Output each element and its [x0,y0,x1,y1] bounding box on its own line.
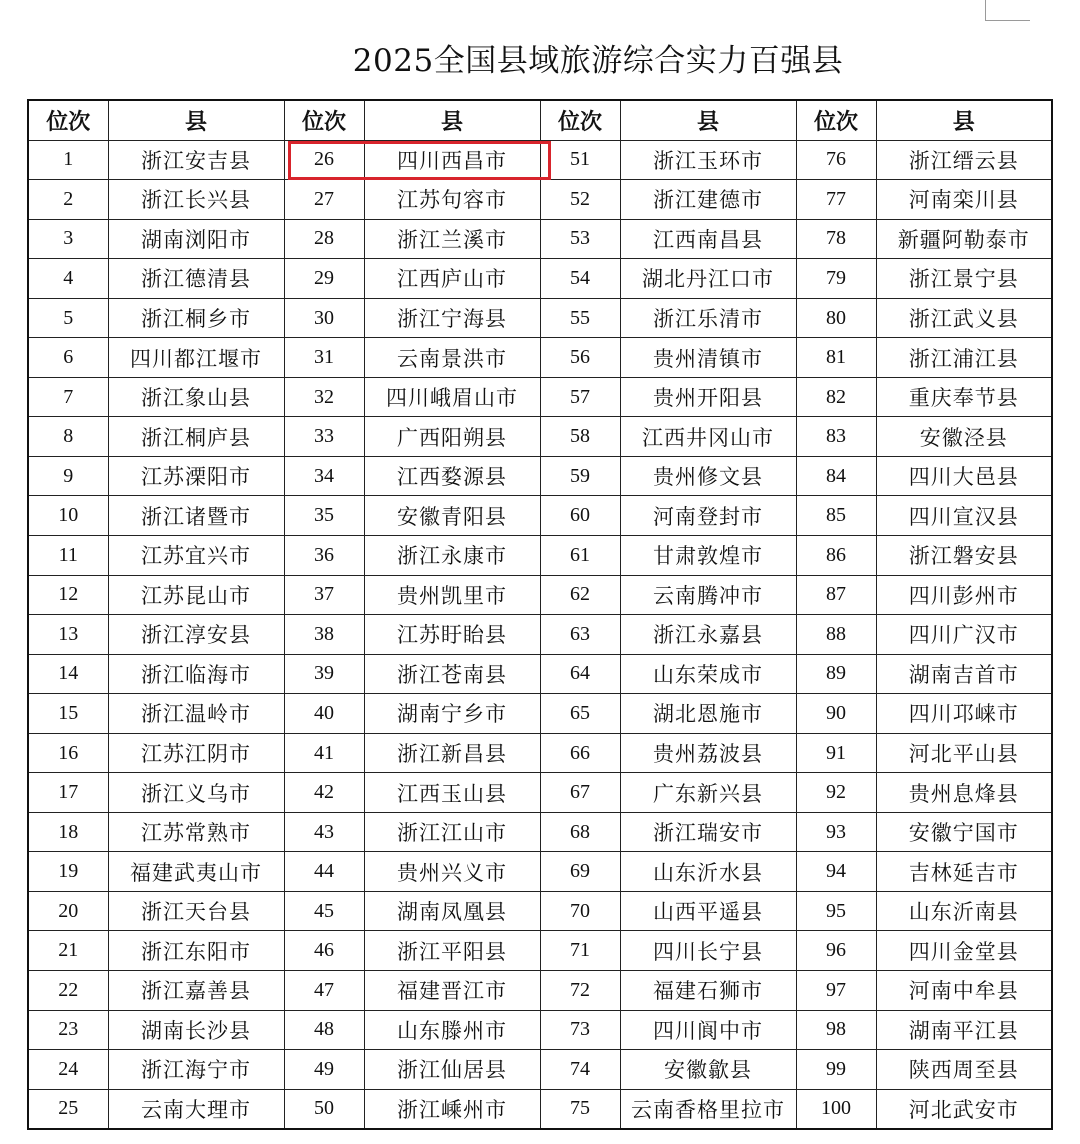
table-row [28,496,1052,536]
rank-cell: 5 [28,298,108,338]
county-cell: 浙江义乌市 [108,773,284,813]
county-cell: 安徽宁国市 [876,812,1052,852]
table-row [28,733,1052,773]
county-cell: 山东荣成市 [620,654,796,694]
table-row [28,417,1052,457]
rank-cell: 89 [796,654,876,694]
table-row [28,377,1052,417]
county-cell: 江西南昌县 [620,219,796,259]
rank-cell: 15 [28,694,108,734]
rank-cell: 65 [540,694,620,734]
rank-cell: 20 [28,891,108,931]
county-cell: 浙江永嘉县 [620,615,796,655]
rank-cell: 14 [28,654,108,694]
rank-cell: 61 [540,536,620,576]
rank-cell: 24 [28,1050,108,1090]
rank-cell: 100 [796,1089,876,1129]
rank-cell: 84 [796,456,876,496]
rank-cell: 72 [540,971,620,1011]
table-row [28,338,1052,378]
header-county: 县 [876,100,1052,140]
county-cell: 湖南凤凰县 [364,891,540,931]
table-row [28,773,1052,813]
county-cell: 浙江诸暨市 [108,496,284,536]
county-cell: 广东新兴县 [620,773,796,813]
rank-cell: 8 [28,417,108,457]
rank-cell: 13 [28,615,108,655]
rank-cell: 54 [540,259,620,299]
rank-cell: 45 [284,891,364,931]
county-cell: 浙江瑞安市 [620,812,796,852]
county-cell: 江苏宜兴市 [108,536,284,576]
county-cell: 浙江兰溪市 [364,219,540,259]
county-cell: 河北平山县 [876,733,1052,773]
county-cell: 四川彭州市 [876,575,1052,615]
county-cell: 浙江嘉善县 [108,971,284,1011]
county-cell: 甘肃敦煌市 [620,536,796,576]
rank-cell: 40 [284,694,364,734]
county-cell: 江苏江阴市 [108,733,284,773]
county-cell: 浙江德清县 [108,259,284,299]
rank-cell: 46 [284,931,364,971]
county-cell: 云南腾冲市 [620,575,796,615]
rank-cell: 17 [28,773,108,813]
table-row [28,931,1052,971]
county-cell: 河南中牟县 [876,971,1052,1011]
rank-cell: 81 [796,338,876,378]
rank-cell: 76 [796,140,876,180]
rank-cell: 95 [796,891,876,931]
county-cell: 河北武安市 [876,1089,1052,1129]
rank-cell: 23 [28,1010,108,1050]
rank-cell: 77 [796,180,876,220]
table-body [28,140,1052,1129]
rank-cell: 70 [540,891,620,931]
table-row [28,891,1052,931]
rank-cell: 33 [284,417,364,457]
county-cell: 浙江建德市 [620,180,796,220]
rank-cell: 87 [796,575,876,615]
county-cell: 浙江新昌县 [364,733,540,773]
rank-cell: 30 [284,298,364,338]
county-cell: 四川都江堰市 [108,338,284,378]
rank-cell: 31 [284,338,364,378]
county-cell: 安徽青阳县 [364,496,540,536]
rank-cell: 12 [28,575,108,615]
county-cell: 福建晋江市 [364,971,540,1011]
rank-cell: 1 [28,140,108,180]
table-row [28,1050,1052,1090]
table-row [28,298,1052,338]
county-cell: 浙江象山县 [108,377,284,417]
header-county: 县 [620,100,796,140]
county-cell: 浙江桐庐县 [108,417,284,457]
rank-cell: 41 [284,733,364,773]
county-cell: 云南香格里拉市 [620,1089,796,1129]
rank-cell: 3 [28,219,108,259]
rank-cell: 9 [28,456,108,496]
table-row [28,575,1052,615]
rank-cell: 66 [540,733,620,773]
county-cell: 湖北丹江口市 [620,259,796,299]
county-cell: 江西婺源县 [364,456,540,496]
county-cell: 浙江海宁市 [108,1050,284,1090]
county-cell: 贵州凯里市 [364,575,540,615]
county-cell: 四川宣汉县 [876,496,1052,536]
rank-cell: 80 [796,298,876,338]
rank-cell: 44 [284,852,364,892]
rank-cell: 26 [284,140,364,180]
header-county: 县 [108,100,284,140]
county-cell: 江苏溧阳市 [108,456,284,496]
rank-cell: 74 [540,1050,620,1090]
table-row [28,971,1052,1011]
rank-cell: 22 [28,971,108,1011]
rank-cell: 48 [284,1010,364,1050]
table-row [28,1089,1052,1129]
county-cell: 四川西昌市 [364,140,540,180]
table-row [28,694,1052,734]
rank-cell: 7 [28,377,108,417]
county-cell: 江苏句容市 [364,180,540,220]
county-cell: 重庆奉节县 [876,377,1052,417]
county-cell: 浙江浦江县 [876,338,1052,378]
header-rank: 位次 [540,100,620,140]
county-cell: 湖南平江县 [876,1010,1052,1050]
county-cell: 浙江长兴县 [108,180,284,220]
document-title: 2025全国县域旅游综合实力百强县 [352,43,844,79]
county-cell: 湖南吉首市 [876,654,1052,694]
rank-cell: 50 [284,1089,364,1129]
county-cell: 湖南浏阳市 [108,219,284,259]
county-cell: 浙江江山市 [364,812,540,852]
county-cell: 新疆阿勒泰市 [876,219,1052,259]
county-cell: 浙江淳安县 [108,615,284,655]
county-cell: 浙江缙云县 [876,140,1052,180]
rank-cell: 36 [284,536,364,576]
county-cell: 陕西周至县 [876,1050,1052,1090]
table-row [28,140,1052,180]
county-cell: 四川峨眉山市 [364,377,540,417]
county-cell: 吉林延吉市 [876,852,1052,892]
rank-cell: 16 [28,733,108,773]
ranking-table [27,99,1053,1130]
county-cell: 河南栾川县 [876,180,1052,220]
county-cell: 浙江磐安县 [876,536,1052,576]
rank-cell: 85 [796,496,876,536]
header-county: 县 [364,100,540,140]
rank-cell: 57 [540,377,620,417]
county-cell: 浙江桐乡市 [108,298,284,338]
county-cell: 四川广汉市 [876,615,1052,655]
county-cell: 浙江武义县 [876,298,1052,338]
county-cell: 浙江玉环市 [620,140,796,180]
rank-cell: 6 [28,338,108,378]
rank-cell: 27 [284,180,364,220]
rank-cell: 25 [28,1089,108,1129]
county-cell: 浙江天台县 [108,891,284,931]
county-cell: 山东沂水县 [620,852,796,892]
county-cell: 山东滕州市 [364,1010,540,1050]
rank-cell: 62 [540,575,620,615]
county-cell: 四川长宁县 [620,931,796,971]
county-cell: 湖南长沙县 [108,1010,284,1050]
county-cell: 浙江安吉县 [108,140,284,180]
county-cell: 浙江仙居县 [364,1050,540,1090]
county-cell: 河南登封市 [620,496,796,536]
county-cell: 浙江东阳市 [108,931,284,971]
county-cell: 江西井冈山市 [620,417,796,457]
table-row [28,219,1052,259]
rank-cell: 52 [540,180,620,220]
rank-cell: 68 [540,812,620,852]
county-cell: 贵州修文县 [620,456,796,496]
rank-cell: 56 [540,338,620,378]
rank-cell: 19 [28,852,108,892]
rank-cell: 29 [284,259,364,299]
rank-cell: 37 [284,575,364,615]
table-row [28,654,1052,694]
rank-cell: 43 [284,812,364,852]
rank-cell: 21 [28,931,108,971]
county-cell: 浙江嵊州市 [364,1089,540,1129]
rank-cell: 64 [540,654,620,694]
rank-cell: 94 [796,852,876,892]
rank-cell: 98 [796,1010,876,1050]
county-cell: 浙江平阳县 [364,931,540,971]
table-row [28,536,1052,576]
county-cell: 福建石狮市 [620,971,796,1011]
rank-cell: 11 [28,536,108,576]
county-cell: 江苏昆山市 [108,575,284,615]
rank-cell: 35 [284,496,364,536]
rank-cell: 69 [540,852,620,892]
county-cell: 贵州清镇市 [620,338,796,378]
rank-cell: 86 [796,536,876,576]
rank-cell: 82 [796,377,876,417]
county-cell: 山东沂南县 [876,891,1052,931]
county-cell: 广西阳朔县 [364,417,540,457]
county-cell: 云南景洪市 [364,338,540,378]
table-row [28,615,1052,655]
county-cell: 浙江临海市 [108,654,284,694]
rank-cell: 42 [284,773,364,813]
county-cell: 贵州兴义市 [364,852,540,892]
county-cell: 安徽歙县 [620,1050,796,1090]
rank-cell: 63 [540,615,620,655]
county-cell: 四川大邑县 [876,456,1052,496]
county-cell: 四川金堂县 [876,931,1052,971]
rank-cell: 34 [284,456,364,496]
rank-cell: 4 [28,259,108,299]
county-cell: 江西庐山市 [364,259,540,299]
rank-cell: 90 [796,694,876,734]
county-cell: 江苏常熟市 [108,812,284,852]
rank-cell: 83 [796,417,876,457]
rank-cell: 51 [540,140,620,180]
table-row [28,180,1052,220]
county-cell: 安徽泾县 [876,417,1052,457]
rank-cell: 38 [284,615,364,655]
county-cell: 四川阆中市 [620,1010,796,1050]
rank-cell: 10 [28,496,108,536]
county-cell: 山西平遥县 [620,891,796,931]
header-rank: 位次 [796,100,876,140]
rank-cell: 49 [284,1050,364,1090]
rank-cell: 60 [540,496,620,536]
county-cell: 贵州息烽县 [876,773,1052,813]
rank-cell: 71 [540,931,620,971]
rank-cell: 2 [28,180,108,220]
county-cell: 湖南宁乡市 [364,694,540,734]
rank-cell: 18 [28,812,108,852]
county-cell: 浙江乐清市 [620,298,796,338]
rank-cell: 32 [284,377,364,417]
rank-cell: 47 [284,971,364,1011]
county-cell: 浙江景宁县 [876,259,1052,299]
rank-cell: 88 [796,615,876,655]
rank-cell: 75 [540,1089,620,1129]
county-cell: 贵州开阳县 [620,377,796,417]
county-cell: 浙江苍南县 [364,654,540,694]
county-cell: 四川邛崃市 [876,694,1052,734]
table-row [28,259,1052,299]
rank-cell: 97 [796,971,876,1011]
rank-cell: 92 [796,773,876,813]
header-rank: 位次 [284,100,364,140]
rank-cell: 99 [796,1050,876,1090]
page-corner-mark [985,0,1030,21]
county-cell: 浙江温岭市 [108,694,284,734]
county-cell: 贵州荔波县 [620,733,796,773]
county-cell: 江西玉山县 [364,773,540,813]
rank-cell: 96 [796,931,876,971]
rank-cell: 55 [540,298,620,338]
rank-cell: 67 [540,773,620,813]
header-rank: 位次 [28,100,108,140]
table-row [28,456,1052,496]
header-row [28,100,1052,140]
county-cell: 江苏盱眙县 [364,615,540,655]
rank-cell: 91 [796,733,876,773]
rank-cell: 53 [540,219,620,259]
rank-cell: 59 [540,456,620,496]
county-cell: 浙江永康市 [364,536,540,576]
rank-cell: 28 [284,219,364,259]
table-row [28,812,1052,852]
county-cell: 福建武夷山市 [108,852,284,892]
rank-cell: 79 [796,259,876,299]
rank-cell: 58 [540,417,620,457]
table-row [28,852,1052,892]
rank-cell: 39 [284,654,364,694]
table-row [28,1010,1052,1050]
rank-cell: 93 [796,812,876,852]
county-cell: 湖北恩施市 [620,694,796,734]
county-cell: 云南大理市 [108,1089,284,1129]
rank-cell: 78 [796,219,876,259]
county-cell: 浙江宁海县 [364,298,540,338]
rank-cell: 73 [540,1010,620,1050]
